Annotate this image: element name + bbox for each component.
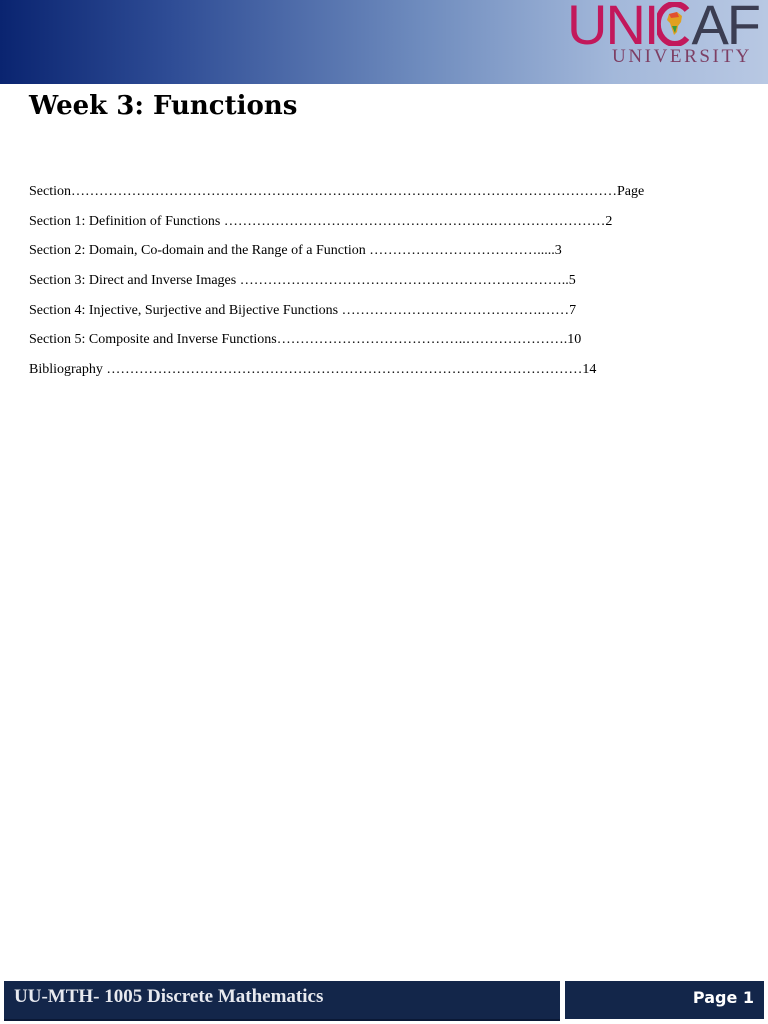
toc-row-section-4: Section 4: Injective, Surjective and Bijective Functions …………………………………….……7	[29, 302, 577, 318]
toc-header-row: Section………………………………………………………………………………………………………Page	[29, 184, 645, 199]
toc-row-section-3: Section 3: Direct and Inverse Images ……………………………………………………………..5	[29, 273, 576, 289]
footer-course-title: UU-MTH- 1005 Discrete Mathematics	[14, 986, 324, 1007]
page-number: Page 1	[692, 988, 754, 1007]
africa-map-icon	[657, 2, 691, 46]
toc-row-section-1: Section 1: Definition of Functions ………………………………………………….……………………2	[29, 213, 613, 229]
page-title: Week 3: Functions	[29, 91, 298, 121]
logo-wordmark: UNI AF	[567, 0, 760, 56]
table-of-contents	[29, 180, 669, 388]
footer-course-bar	[4, 981, 560, 1021]
footer-page-bar	[565, 981, 764, 1019]
toc-row-section-5: Section 5: Composite and Inverse Functions…………………………………..………………….10	[29, 332, 582, 348]
header-banner	[0, 0, 768, 84]
logo-subtitle: UNIVERSITY	[612, 46, 752, 67]
toc-row-bibliography: Bibliography …………………………………………………………………………………………14	[29, 362, 597, 378]
unicaf-logo	[567, 2, 765, 70]
toc-row-section-2: Section 2: Domain, Co-domain and the Range of a Function ……………………………….....3	[29, 243, 562, 259]
